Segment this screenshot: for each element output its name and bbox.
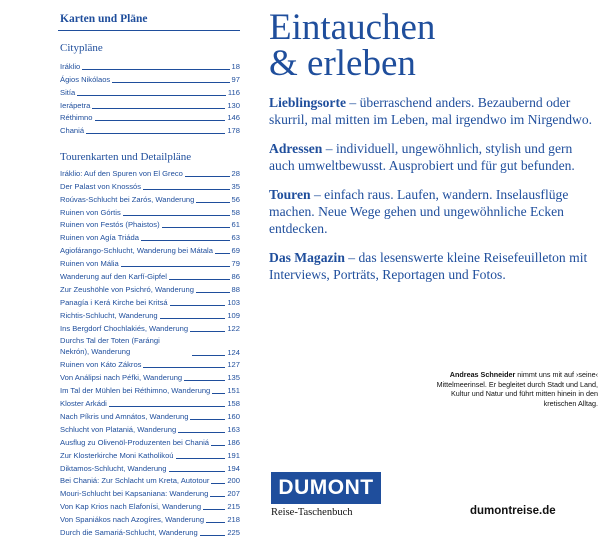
list-item xyxy=(60,178,240,191)
feature-text: – einfach raus. Laufen, wandern. Inselausflüge machen. Neue Wege gehen und ungewöhnliche Ecken entdecken. xyxy=(269,187,569,236)
list-item xyxy=(60,84,240,97)
list-item-label: Iráklio xyxy=(60,61,81,71)
list-item-page: 130 xyxy=(227,100,240,110)
leader-line xyxy=(196,202,229,203)
list-item-page: 191 xyxy=(227,450,240,460)
list-item xyxy=(60,122,240,135)
tour-maps-list xyxy=(60,165,240,537)
list-item-label: Roúvas-Schlucht bei Zarós, Wanderung xyxy=(60,194,195,204)
feature-block xyxy=(269,94,599,128)
list-item xyxy=(60,110,240,123)
leader-line xyxy=(185,176,230,177)
list-item-label: Von Análipsi nach Péfki, Wanderung xyxy=(60,373,183,383)
list-item-page: 186 xyxy=(227,437,240,447)
list-item-label: Ruinen von Káto Zákros xyxy=(60,360,142,370)
list-item-label: Diktamos-Schlucht, Wanderung xyxy=(60,463,167,473)
feature-text: – das lesenswerte kleine Reisefeuilleton mit Interviews, Porträts, Reportagen und Fotos. xyxy=(269,250,588,282)
leader-line xyxy=(162,227,230,228)
list-item-label: Durch die Samariá-Schlucht, Wanderung xyxy=(60,528,198,537)
headline-line-2: & erleben xyxy=(269,43,416,84)
list-item-page: 160 xyxy=(227,412,240,422)
list-item xyxy=(60,511,240,524)
list-item xyxy=(60,485,240,498)
leader-line xyxy=(190,331,225,332)
feature-text: – individuell, ungewöhnlich, stylish und gern auch umweltbewusst. Ausprobiert und für gut befunden. xyxy=(269,141,575,173)
list-item-page: 225 xyxy=(227,528,240,537)
list-item-label: Iráklio: Auf den Spuren von El Greco xyxy=(60,168,183,178)
list-item-page: 200 xyxy=(227,476,240,486)
leader-line xyxy=(210,496,225,497)
leader-line xyxy=(160,318,226,319)
website-url: dumontreise.de xyxy=(470,505,556,517)
list-item-label: Sitía xyxy=(60,87,76,97)
leader-line xyxy=(196,292,230,293)
feature-block xyxy=(269,249,599,283)
list-item xyxy=(60,58,240,71)
leader-line xyxy=(77,95,226,96)
list-item-page: 18 xyxy=(231,61,240,71)
list-item-label: Ágios Nikólaos xyxy=(60,74,111,84)
list-item xyxy=(60,333,240,357)
city-plans-title: Citypläne xyxy=(60,42,103,54)
list-item xyxy=(60,434,240,447)
leader-line xyxy=(112,82,229,83)
author-name: Andreas Schneider xyxy=(449,370,516,379)
list-item-label: Durchs Tal der Toten (Farángi Nekrón), Wanderung xyxy=(60,335,160,356)
list-item xyxy=(60,165,240,178)
list-item-page: 124 xyxy=(227,347,240,357)
list-item-page: 116 xyxy=(227,87,240,97)
list-item xyxy=(60,217,240,230)
list-item xyxy=(60,307,240,320)
list-item-page: 79 xyxy=(231,259,240,269)
list-item-page: 69 xyxy=(231,246,240,256)
list-item-label: Chaniá xyxy=(60,126,85,136)
list-item xyxy=(60,447,240,460)
leader-line xyxy=(176,458,226,459)
leader-line xyxy=(215,253,230,254)
list-item-label: Ruinen von Festós (Phaistos) xyxy=(60,220,160,230)
feature-blocks xyxy=(269,94,599,295)
list-item xyxy=(60,357,240,370)
list-item xyxy=(60,524,240,537)
list-item-label: Panagía i Kerá Kirche bei Kritsá xyxy=(60,297,168,307)
leader-line xyxy=(211,483,225,484)
list-item xyxy=(60,320,240,333)
list-item xyxy=(60,268,240,281)
list-item xyxy=(60,229,240,242)
list-item-page: 103 xyxy=(227,297,240,307)
list-item-label: Ruinen von Górtis xyxy=(60,207,121,217)
list-item-page: 86 xyxy=(231,272,240,282)
leader-line xyxy=(178,432,225,433)
list-item-page: 163 xyxy=(227,424,240,434)
city-plans-list xyxy=(60,58,240,135)
list-item-page: 135 xyxy=(227,373,240,383)
list-item-label: Ins Bergdorf Chochlakiés, Wanderung xyxy=(60,323,189,333)
dumont-logo: DUMONT xyxy=(271,472,381,504)
leader-line xyxy=(203,509,225,510)
list-item-label: Im Tal der Mühlen bei Réthimno, Wanderung xyxy=(60,386,211,396)
headline xyxy=(269,7,436,84)
list-item xyxy=(60,242,240,255)
leader-line xyxy=(82,69,229,70)
list-item xyxy=(60,382,240,395)
list-item-label: Von Spaniákos nach Azogíres, Wanderung xyxy=(60,515,205,525)
list-item-page: 158 xyxy=(227,399,240,409)
right-panel xyxy=(253,0,600,534)
feature-text: – überraschend anders. Bezaubernd oder skurril, mal mitten im Leben, mal irgendwo im Nirgendwo. xyxy=(269,95,593,127)
list-item xyxy=(60,97,240,110)
author-text: nimmt uns mit auf ›seine‹ Mittelmeerinsel. Er begleitet durch Stadt und Land, Kultur und Natur und führt mitten hinein in den kretischen Alltag. xyxy=(436,370,598,408)
list-item-label: Von Kap Krios nach Elafonísi, Wanderung xyxy=(60,502,202,512)
leader-line xyxy=(211,445,225,446)
list-item-page: 56 xyxy=(231,194,240,204)
list-item-label: Richtis-Schlucht, Wanderung xyxy=(60,310,158,320)
logo-subtitle: Reise-Taschenbuch xyxy=(271,507,353,518)
leader-line xyxy=(200,535,226,536)
list-item-label: Ierápetra xyxy=(60,100,91,110)
list-item xyxy=(60,204,240,217)
section-divider xyxy=(58,30,240,31)
list-item xyxy=(60,191,240,204)
leader-line xyxy=(121,266,230,267)
list-item xyxy=(60,460,240,473)
list-item-label: Ruinen von Mália xyxy=(60,259,119,269)
list-item-label: Schlucht von Plataniá, Wanderung xyxy=(60,424,177,434)
list-item-page: 178 xyxy=(227,126,240,136)
list-item-label: Ruinen von Agía Triáda xyxy=(60,233,139,243)
feature-lead: Touren xyxy=(269,187,311,202)
left-panel xyxy=(0,0,246,537)
list-item xyxy=(60,473,240,486)
list-item-page: 207 xyxy=(227,489,240,499)
feature-lead: Adressen xyxy=(269,141,323,156)
list-item-page: 218 xyxy=(227,515,240,525)
list-item-label: Nach Píkris und Amnátos, Wanderung xyxy=(60,412,189,422)
list-item-label: Agiofárango-Schlucht, Wanderung bei Mátala xyxy=(60,246,213,256)
list-item-label: Réthimno xyxy=(60,113,93,123)
leader-line xyxy=(169,279,230,280)
list-item xyxy=(60,294,240,307)
list-item-page: 28 xyxy=(231,168,240,178)
headline-line-1: Eintauchen xyxy=(269,7,436,48)
section-title: Karten und Pläne xyxy=(60,13,148,25)
list-item-page: 63 xyxy=(231,233,240,243)
list-item xyxy=(60,498,240,511)
list-item-label: Bei Chaniá: Zur Schlacht um Kreta, Autotour xyxy=(60,476,210,486)
leader-line xyxy=(206,522,225,523)
list-item-page: 88 xyxy=(231,284,240,294)
leader-line xyxy=(86,133,225,134)
list-item-label: Wanderung auf den Karfí-Gipfel xyxy=(60,272,167,282)
list-item xyxy=(60,408,240,421)
leader-line xyxy=(184,380,225,381)
feature-block xyxy=(269,186,599,237)
list-item-label: Zur Klosterkirche Moni Katholikoú xyxy=(60,450,174,460)
list-item-label: Mouri-Schlucht bei Kapsaniana: Wanderung xyxy=(60,489,209,499)
leader-line xyxy=(95,120,226,121)
author-note xyxy=(423,370,598,408)
list-item xyxy=(60,421,240,434)
leader-line xyxy=(170,305,226,306)
leader-line xyxy=(143,189,230,190)
list-item-label: Kloster Arkádi xyxy=(60,399,107,409)
list-item-label: Ausflug zu Olivenöl-Produzenten bei Chaniá xyxy=(60,437,210,447)
list-item xyxy=(60,71,240,84)
leader-line xyxy=(109,406,225,407)
list-item-page: 97 xyxy=(231,74,240,84)
list-item-page: 151 xyxy=(227,386,240,396)
list-item-page: 109 xyxy=(227,310,240,320)
list-item xyxy=(60,255,240,268)
feature-lead: Das Magazin xyxy=(269,250,345,265)
feature-block xyxy=(269,140,599,174)
list-item-label: Zur Zeushöhle von Psichró, Wanderung xyxy=(60,284,194,294)
tour-maps-title: Tourenkarten und Detailpläne xyxy=(60,151,192,163)
leader-line xyxy=(123,215,230,216)
list-item-page: 122 xyxy=(227,323,240,333)
leader-line xyxy=(212,393,225,394)
leader-line xyxy=(190,419,225,420)
list-item-page: 58 xyxy=(231,207,240,217)
list-item-page: 35 xyxy=(231,181,240,191)
leader-line xyxy=(141,240,230,241)
list-item-label: Der Palast von Knossós xyxy=(60,181,142,191)
list-item xyxy=(60,281,240,294)
list-item xyxy=(60,369,240,382)
leader-line xyxy=(169,471,226,472)
leader-line xyxy=(192,355,225,356)
list-item-page: 215 xyxy=(227,502,240,512)
leader-line xyxy=(143,367,225,368)
list-item-page: 194 xyxy=(227,463,240,473)
list-item xyxy=(60,395,240,408)
leader-line xyxy=(92,108,225,109)
list-item-page: 127 xyxy=(227,360,240,370)
feature-lead: Lieblingsorte xyxy=(269,95,347,110)
list-item-page: 61 xyxy=(231,220,240,230)
list-item-page: 146 xyxy=(227,113,240,123)
